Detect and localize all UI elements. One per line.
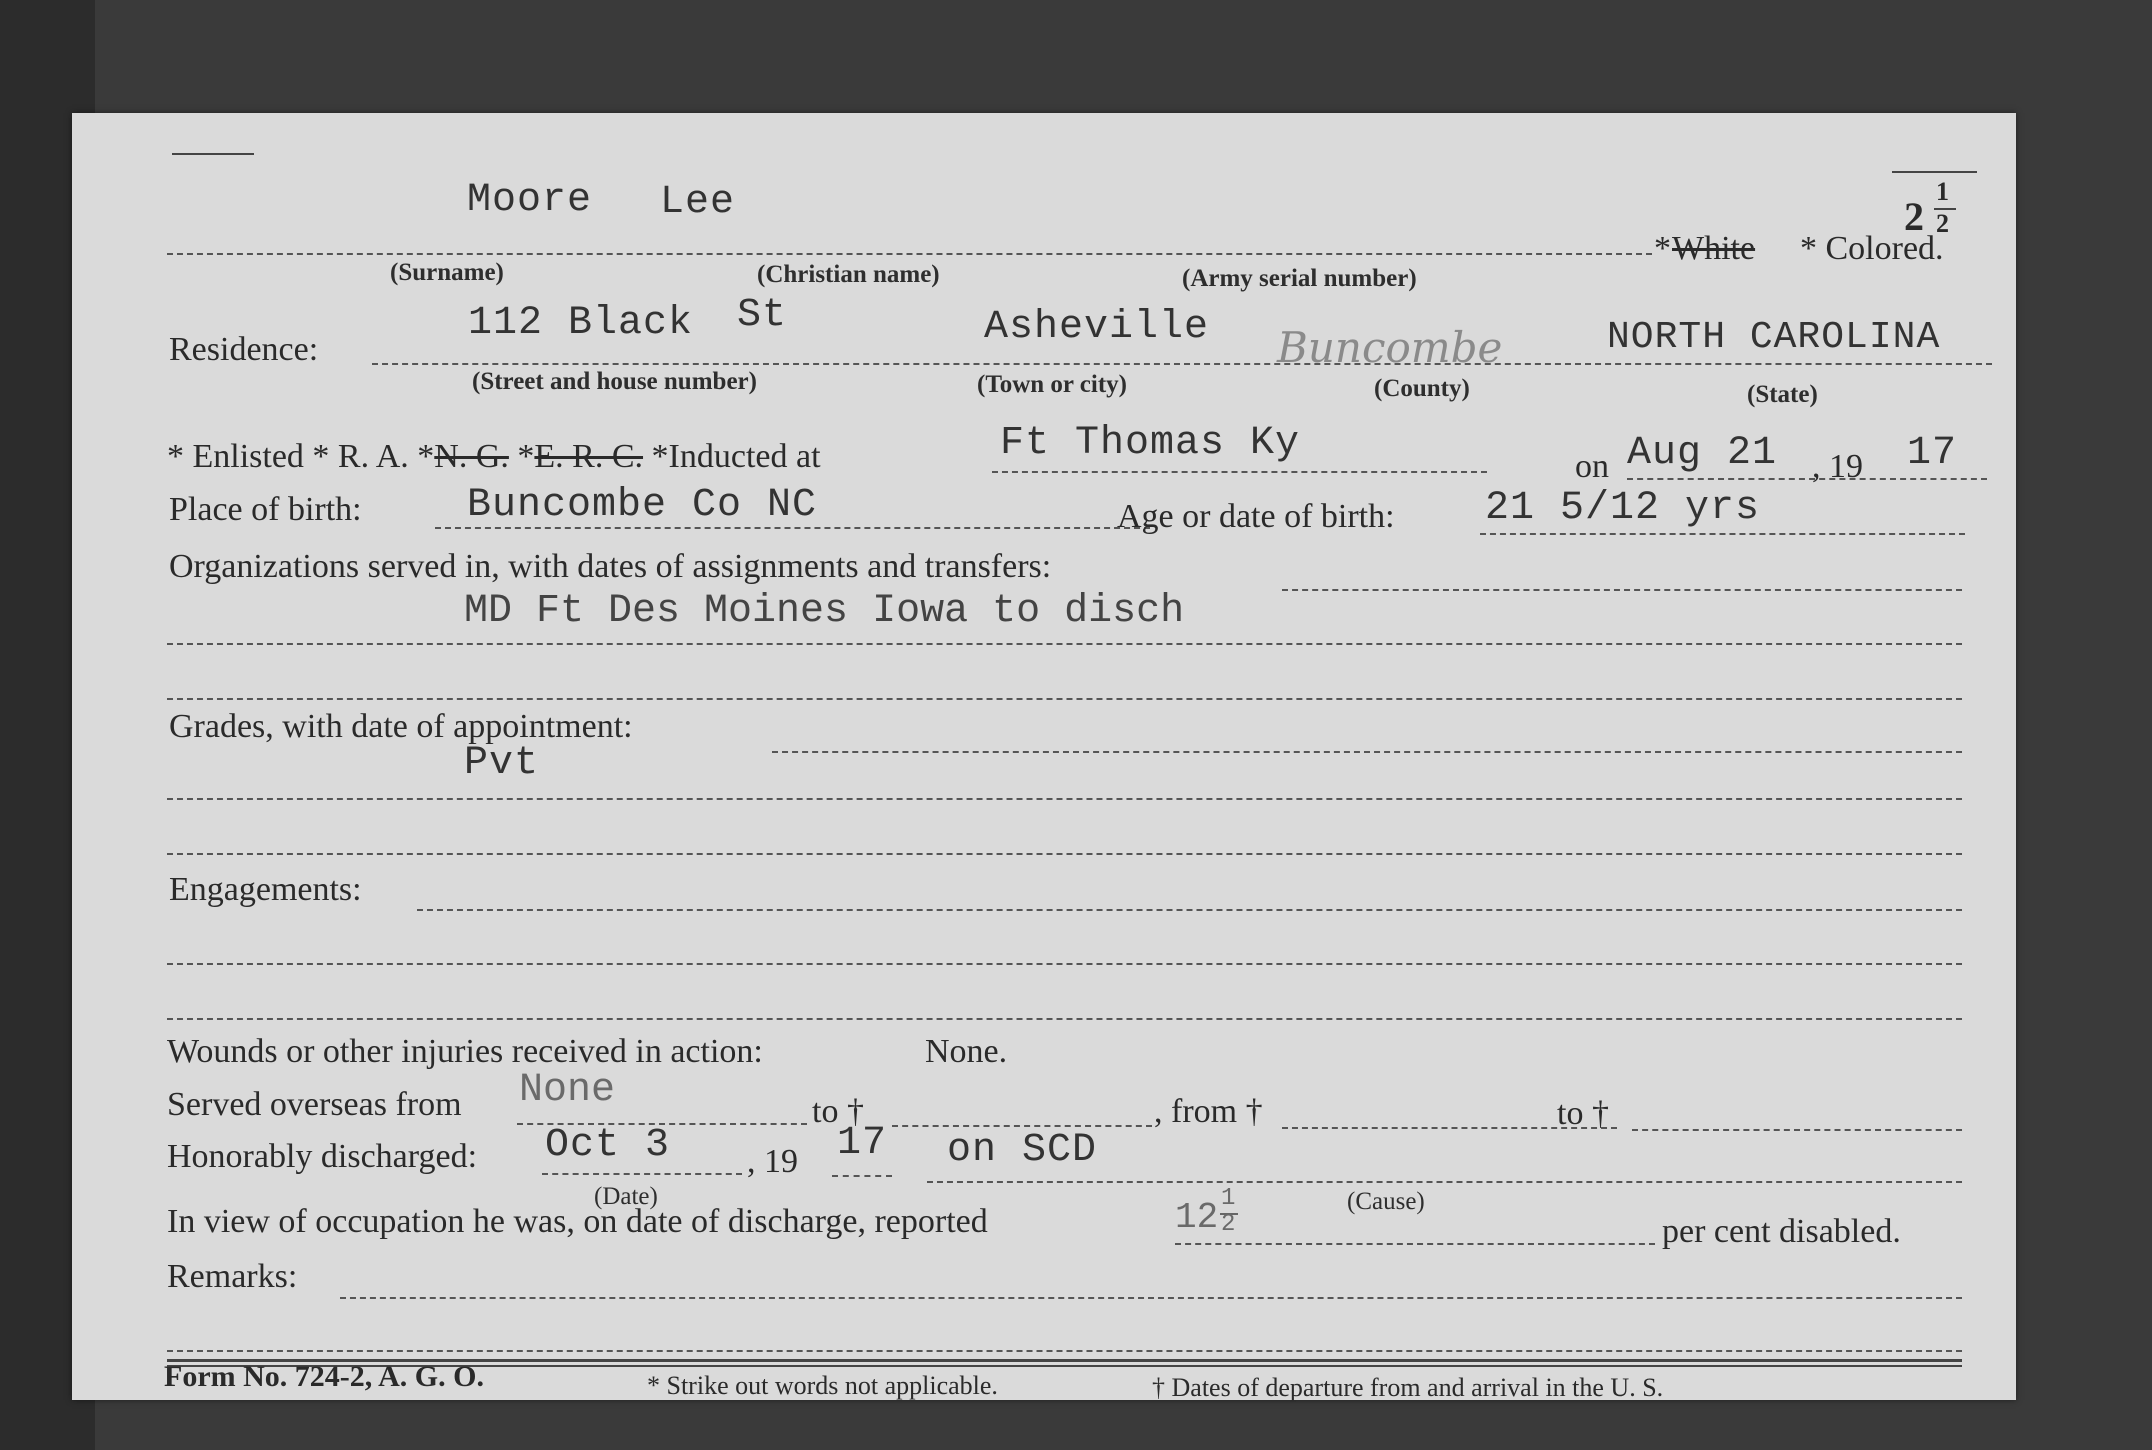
disability-line — [1175, 1243, 1655, 1245]
overseas-to2-line — [1632, 1129, 1962, 1131]
organizations-label: Organizations served in, with dates of assignments and transfers: — [169, 548, 1052, 585]
disability-label: In view of occupation he was, on date of discharge, reported — [167, 1203, 988, 1240]
town-value: Asheville — [984, 305, 1210, 350]
remarks-label: Remarks: — [167, 1258, 298, 1295]
remarks-line-1 — [340, 1297, 1962, 1299]
service-record-card — [72, 113, 2016, 1400]
county-value: Buncombe — [1277, 323, 1503, 372]
residence-label: Residence: — [169, 331, 319, 368]
discharge-cause-caption: (Cause) — [1347, 1188, 1425, 1215]
overseas-from2-label: , from † — [1154, 1093, 1263, 1130]
page-number-numerator: 1 — [1936, 177, 1949, 206]
grades-label: Grades, with date of appointment: — [169, 708, 633, 745]
induction-on-label: on — [1575, 448, 1609, 485]
disability-suffix: per cent disabled. — [1662, 1213, 1901, 1250]
wounds-value: None. — [925, 1033, 1008, 1070]
enlistment-prefix: * Enlisted * R. A. * — [167, 438, 435, 475]
town-caption: (Town or city) — [977, 371, 1127, 398]
discharge-date-line — [542, 1173, 742, 1175]
grades-line-2 — [167, 798, 1962, 800]
overseas-label: Served overseas from — [167, 1086, 462, 1123]
organizations-line-1 — [1282, 589, 1962, 591]
top-left-rule — [172, 153, 254, 155]
race-colored-option: * Colored. — [1800, 230, 1944, 267]
footnote-strike-out: * Strike out words not applicable. — [647, 1371, 998, 1400]
surname-value: Moore — [467, 178, 593, 223]
grades-line-1 — [772, 751, 1962, 753]
engagements-line-3 — [167, 1018, 1962, 1020]
christian-name-value: Lee — [660, 180, 736, 225]
disability-value — [1175, 1185, 1255, 1251]
state-caption: (State) — [1747, 381, 1818, 408]
organizations-line-2 — [167, 643, 1962, 645]
street-caption: (Street and house number) — [472, 368, 757, 395]
discharge-date-caption: (Date) — [594, 1183, 658, 1210]
organizations-line-3 — [167, 698, 1962, 700]
place-of-birth-value: Buncombe Co NC — [467, 483, 818, 528]
enlistment-type-row — [167, 438, 821, 476]
surname-caption: (Surname) — [390, 259, 504, 286]
grades-value: Pvt — [464, 741, 540, 786]
induction-place-value: Ft Thomas Ky — [1000, 421, 1301, 466]
overseas-from-value: None — [519, 1068, 616, 1113]
enlistment-sep: * — [508, 438, 535, 475]
wounds-label: Wounds or other injuries received in action: — [167, 1033, 763, 1070]
page-number-whole: 2 — [1904, 194, 1924, 239]
engagements-line-1 — [417, 909, 1962, 911]
discharge-date-value: Oct 3 — [545, 1123, 671, 1168]
discharge-year-prefix: , 19 — [747, 1143, 798, 1180]
disability-value-whole: 12 — [1175, 1197, 1219, 1238]
place-of-birth-label: Place of birth: — [169, 491, 362, 528]
discharge-year-value: 17 — [837, 1121, 888, 1166]
place-of-birth-line — [435, 527, 1150, 529]
state-value: NORTH CAROLINA — [1607, 316, 1941, 359]
disability-value-denominator: 2 — [1221, 1211, 1236, 1238]
enlistment-ng: N. G. — [434, 438, 509, 475]
engagements-line-2 — [167, 963, 1962, 965]
discharge-year-line — [832, 1175, 892, 1177]
age-line — [1480, 533, 1965, 535]
page-number-denominator: 2 — [1936, 209, 1949, 238]
name-line — [167, 253, 1652, 255]
induction-year-value: 17 — [1907, 431, 1958, 476]
residence-line — [372, 363, 1992, 365]
discharge-cause-value: on SCD — [947, 1128, 1098, 1173]
discharge-cause-line — [927, 1181, 1962, 1183]
induction-date-value: Aug 21 — [1627, 431, 1778, 476]
enlistment-inducted: *Inducted at — [643, 438, 821, 475]
race-white-option: White — [1672, 230, 1756, 267]
christian-name-caption: (Christian name) — [757, 261, 940, 288]
county-caption: (County) — [1374, 375, 1470, 402]
age-value: 21 5/12 yrs — [1485, 486, 1761, 531]
serial-number-caption: (Army serial number) — [1182, 265, 1417, 292]
disability-value-numerator: 1 — [1221, 1185, 1236, 1212]
overseas-to2-label: to † — [1557, 1095, 1609, 1132]
induction-year-prefix: , 19 — [1812, 448, 1863, 485]
age-label: Age or date of birth: — [1117, 498, 1395, 535]
footnote-dates: † Dates of departure from and arrival in the U. S. — [1152, 1373, 1664, 1402]
overseas-to-label: to † — [812, 1093, 864, 1130]
enlistment-erc: E. R. C. — [534, 438, 644, 475]
street-suffix-value: St — [737, 293, 788, 338]
street-value: 112 Black — [468, 301, 694, 346]
induction-date-line — [1627, 478, 1987, 480]
remarks-line-2 — [167, 1350, 1962, 1352]
organizations-value: MD Ft Des Moines Iowa to disch — [464, 589, 1185, 634]
induction-place-line — [992, 471, 1487, 473]
grades-line-3 — [167, 853, 1962, 855]
discharge-label: Honorably discharged: — [167, 1138, 478, 1175]
engagements-label: Engagements: — [169, 871, 362, 908]
form-number: Form No. 724-2, A. G. O. — [164, 1360, 484, 1393]
overseas-to-line — [892, 1125, 1152, 1127]
race-white-star: * — [1654, 230, 1671, 267]
